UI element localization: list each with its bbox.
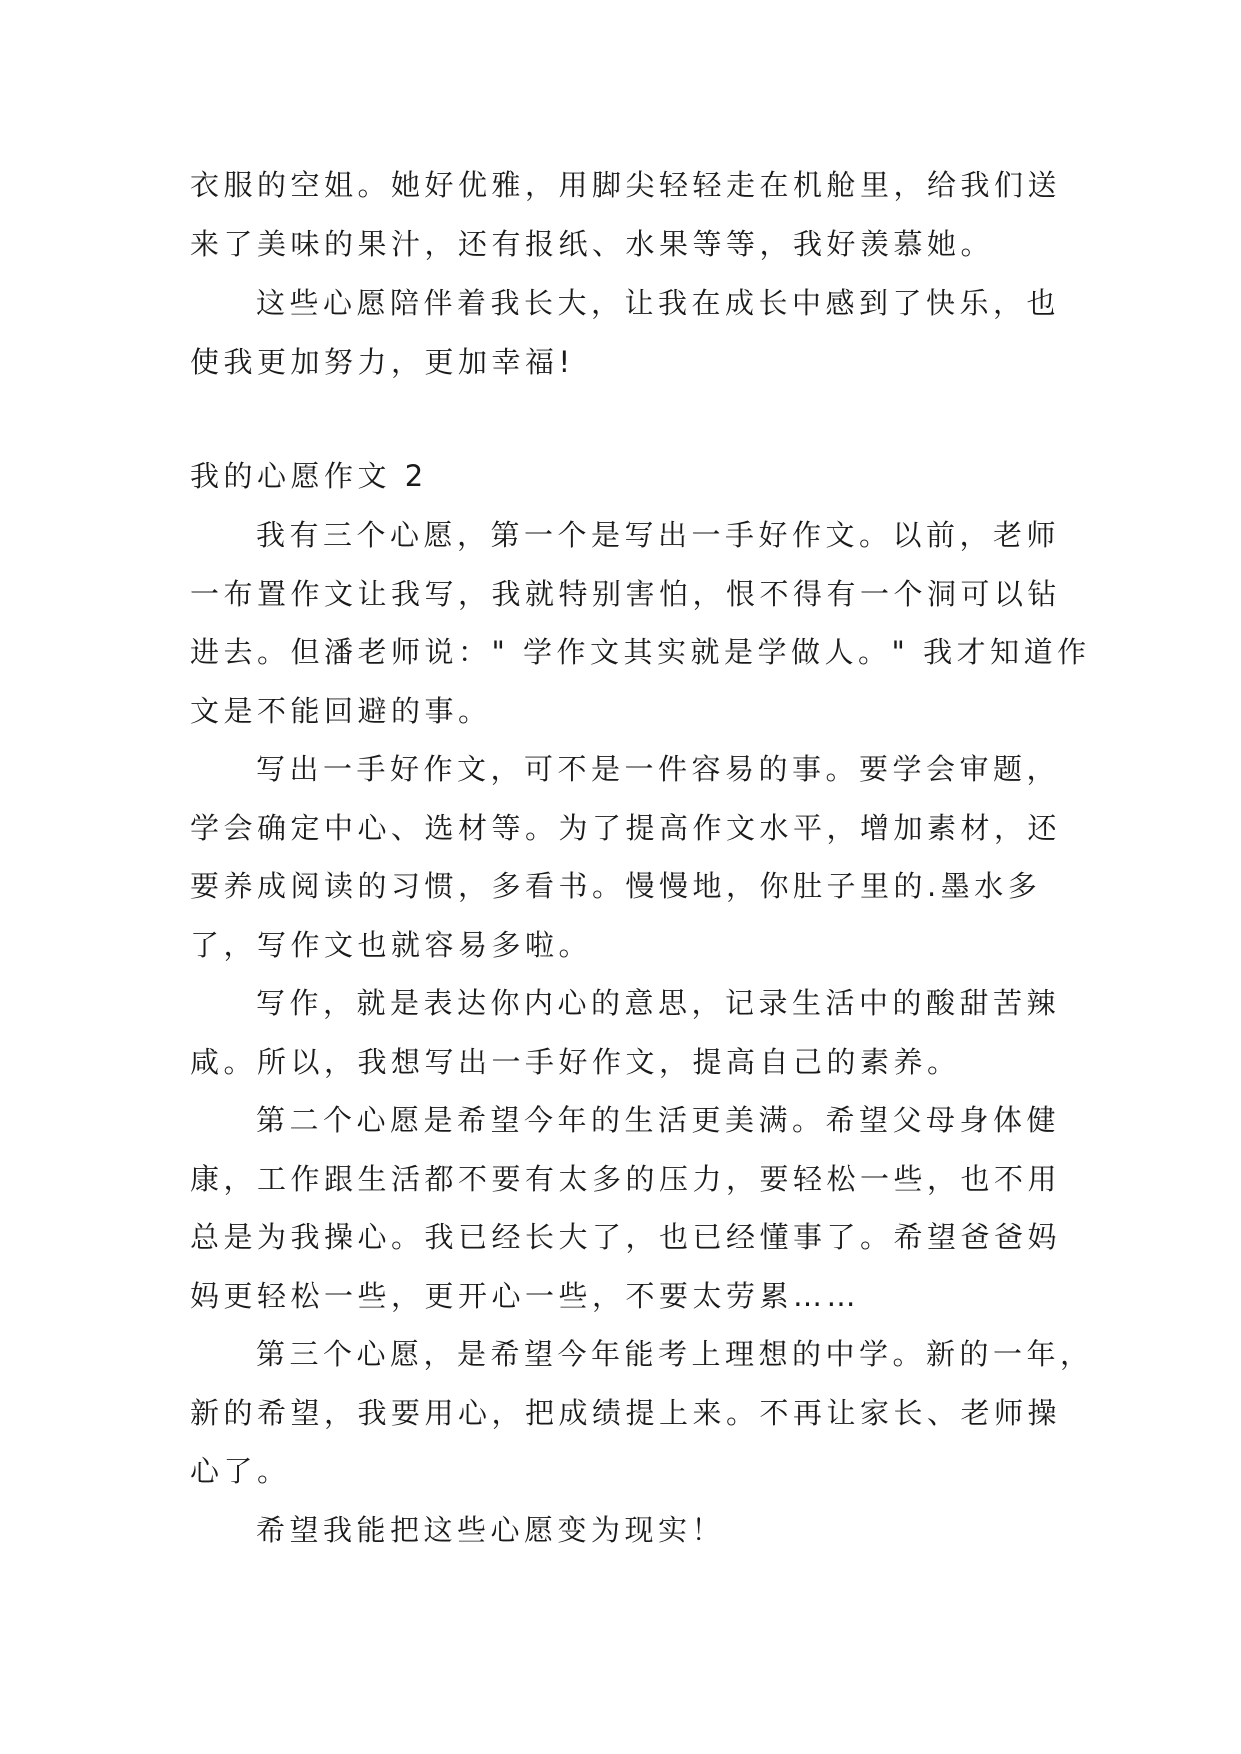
text-line: 进去。但潘老师说：" 学作文其实就是学做人。" 我才知道作 <box>190 635 1091 669</box>
text-line: 使我更加努力，更加幸福! <box>190 345 575 379</box>
text-line: 咸。所以，我想写出一手好作文，提高自己的素养。 <box>190 1045 961 1079</box>
text-line: 衣服的空姐。她好优雅，用脚尖轻轻走在机舱里，给我们送 <box>190 168 1062 202</box>
text-line: 写作，就是表达你内心的意思，记录生活中的酸甜苦辣 <box>256 986 1061 1020</box>
text-line: 我有三个心愿，第一个是写出一手好作文。以前，老师 <box>256 518 1061 552</box>
section-title: 我的心愿作文 2 <box>190 459 428 493</box>
text-line: 希望我能把这些心愿变为现实！ <box>256 1513 726 1547</box>
text-line: 心了。 <box>190 1454 291 1488</box>
text-line: 总是为我操心。我已经长大了，也已经懂事了。希望爸爸妈 <box>190 1220 1062 1254</box>
text-line: 学会确定中心、选材等。为了提高作文水平，增加素材，还 <box>190 811 1062 845</box>
text-line: 文是不能回避的事。 <box>190 694 492 728</box>
text-line: 要养成阅读的习惯，多看书。慢慢地，你肚子里的.墨水多 <box>190 869 1042 903</box>
text-line: 来了美味的果汁，还有报纸、水果等等，我好羡慕她。 <box>190 227 995 261</box>
text-line: 新的希望，我要用心，把成绩提上来。不再让家长、老师操 <box>190 1396 1062 1430</box>
text-line: 康，工作跟生活都不要有太多的压力，要轻松一些，也不用 <box>190 1162 1062 1196</box>
text-line: 写出一手好作文，可不是一件容易的事。要学会审题， <box>256 752 1061 786</box>
text-line: 妈更轻松一些，更开心一些，不要太劳累…… <box>190 1279 861 1313</box>
text-line: 这些心愿陪伴着我长大，让我在成长中感到了快乐，也 <box>256 286 1061 320</box>
text-line: 了，写作文也就容易多啦。 <box>190 928 593 962</box>
text-line: 第二个心愿是希望今年的生活更美满。希望父母身体健 <box>256 1103 1061 1137</box>
text-line: 一布置作文让我写，我就特别害怕，恨不得有一个洞可以钻 <box>190 577 1062 611</box>
text-line: 第三个心愿，是希望今年能考上理想的中学。新的一年， <box>256 1337 1094 1371</box>
